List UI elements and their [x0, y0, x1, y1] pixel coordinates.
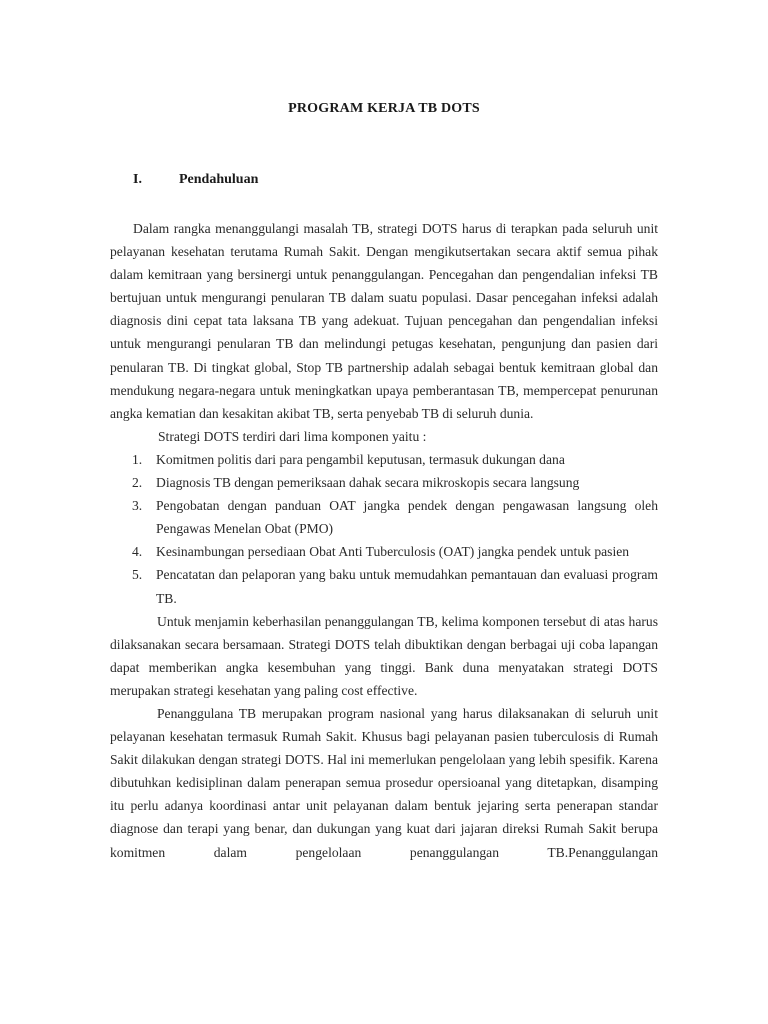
list-item-text: Kesinambungan persediaan Obat Anti Tuberculosis (OAT) jangka pendek untuk pasien: [156, 544, 630, 560]
list-item-text: Pencatatan dan pelaporan yang baku untuk memudahkan pemantauan dan evaluasi program TB.: [156, 567, 658, 606]
section-title: Pendahuluan: [179, 172, 259, 187]
list-marker: 4.: [132, 544, 143, 560]
document-body: [110, 217, 658, 864]
document-title: PROGRAM KERJA TB DOTS: [288, 101, 480, 116]
list-marker: 3.: [132, 498, 143, 514]
components-list: [110, 448, 658, 610]
list-marker: 5.: [132, 567, 143, 583]
list-item-text: Komitmen politis dari para pengambil keputusan, termasuk dukungan dana: [156, 451, 565, 467]
list-marker: 1.: [132, 451, 143, 467]
section-number: I.: [133, 172, 142, 187]
list-item: [110, 563, 658, 609]
section-heading: [133, 172, 258, 188]
paragraph-intro: Dalam rangka menanggulangi masalah TB, strategi DOTS harus di terapkan pada seluruh unit pelayanan kesehatan terutama Rumah Sakit. Dengan mengikutsertakan secara aktif semua pihak dalam kemitraan yang bersinergi untuk penanggulangan. Pencegahan dan pengendalian infeksi TB bertujuan untuk mengurangi penularan TB dalam suatu populasi. Dasar pencegahan infeksi adalah diagnosis dini cepat tata laksana TB yang adekuat. Tujuan pencegahan dan pengendalian infeksi untuk mengurangi penularan TB dan melindungi petugas kesehatan, pengunjung dan pasien dari penularan TB. Di tingkat global, Stop TB partnership adalah sebagai bentuk kemitraan global dan mendukung negara-negara untuk meningkatkan upaya pemberantasan TB, mempercepat penurunan angka kematian dan kesakitan akibat TB, serta penyebab TB di seluruh dunia.: [110, 221, 658, 421]
list-item: [110, 494, 658, 540]
list-item: [110, 471, 658, 494]
list-item: [110, 540, 658, 563]
paragraph-program: Penanggulana TB merupakan program nasional yang harus dilaksanakan di seluruh unit pelayanan kesehatan termasuk Rumah Sakit. Khusus bagi pelayanan pasien tuberculosis di Rumah Sakit dilakukan dengan strategi DOTS. Hal ini memerlukan pengelolaan yang lebih spesifik. Karena dibutuhkan kedisiplinan dalam penerapan semua prosedur opersioanal yang ditetapkan, disamping itu perlu adanya koordinasi antar unit pelayanan dalam bentuk jejaring serta penerapan standar diagnose dan terapi yang benar, dan dukungan yang kuat dari jajaran direksi Rumah Sakit berupa komitmen dalam pengelolaan penanggulangan TB.Penanggulangan: [110, 705, 658, 860]
paragraph-success: Untuk menjamin keberhasilan penanggulangan TB, kelima komponen tersebut di atas harus dilaksanakan secara bersamaan. Strategi DOTS telah dibuktikan dengan berbagai uji coba lapangan dapat memberikan angka kesembuhan yang tinggi. Bank duna menyatakan strategi DOTS merupakan strategi kesehatan yang paling cost effective.: [110, 613, 658, 698]
list-item-text: Pengobatan dengan panduan OAT jangka pendek dengan pengawasan langsung oleh Pengawas Menelan Obat (PMO): [156, 498, 658, 537]
list-marker: 2.: [132, 475, 143, 491]
list-item-text: Diagnosis TB dengan pemeriksaan dahak secara mikroskopis secara langsung: [156, 475, 580, 491]
list-intro: Strategi DOTS terdiri dari lima komponen yaitu :: [158, 428, 427, 444]
list-item: [110, 448, 658, 471]
